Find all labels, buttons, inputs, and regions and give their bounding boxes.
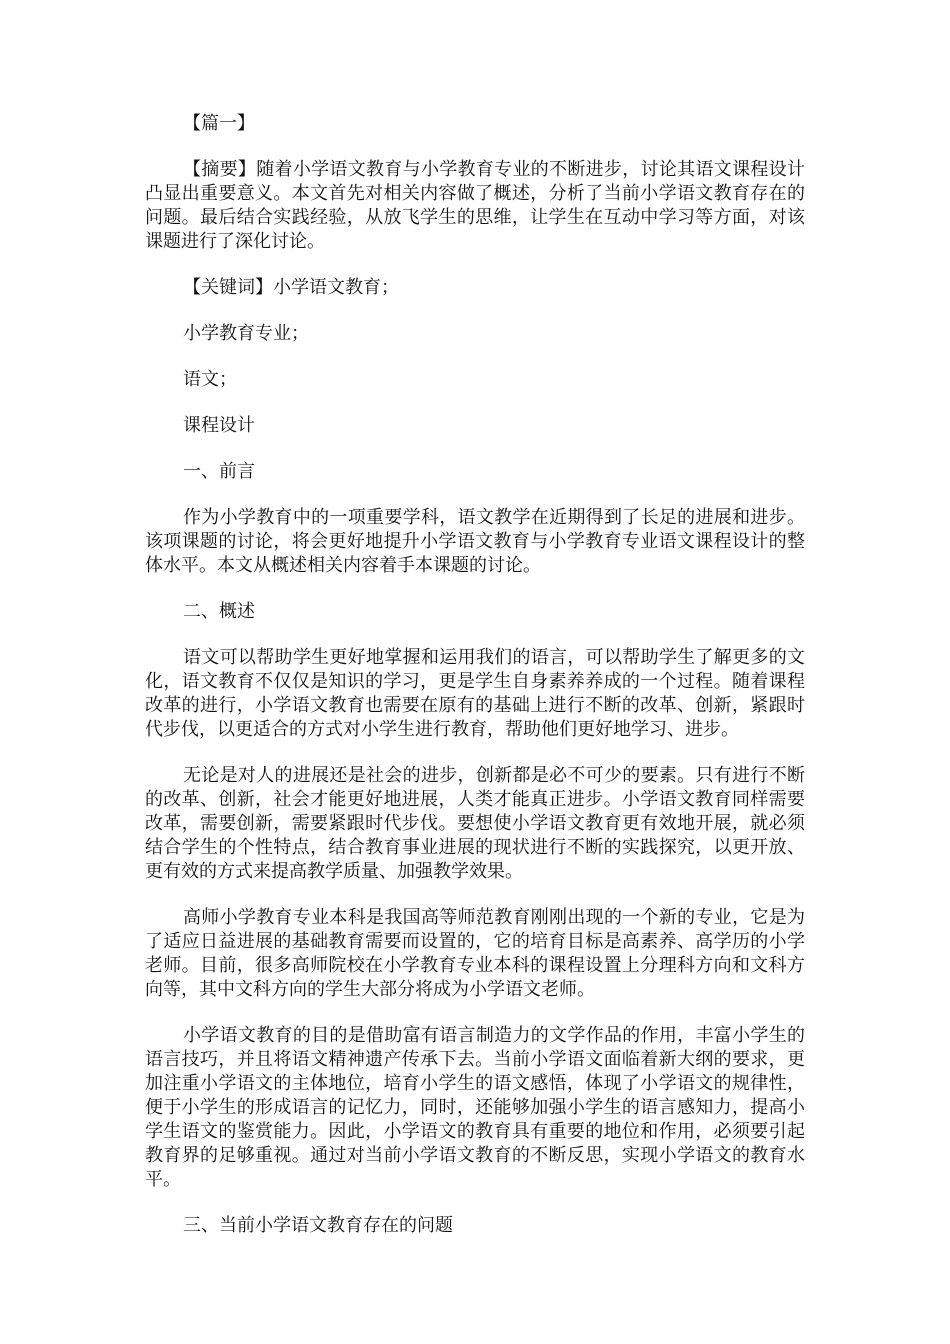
keyword-item: 语文；	[183, 369, 237, 390]
section-heading-3: 三、当前小学语文教育存在的问题	[183, 1215, 453, 1236]
body-paragraph: 无论是对人的进展还是社会的进步，创新都是必不可少的要素。只有进行不断的改革、创新，社会才能更好地进展，人类才能真正进步。小学语文教育同样需要改革，需要创新，需要紧跟时代步伐。要想使小学语文教育更有效地开展，就必须结合学生的个性特点，结合教育事业进展的现状进行不断的实践探究，以更开放、更有效的方式来提高教学质量、加强教学效果。	[145, 765, 805, 882]
body-paragraph: 小学语文教育的目的是借助富有语言制造力的文学作品的作用，丰富小学生的语言技巧，并且将语文精神遗产传承下去。当前小学语文面临着新大纲的要求，更加注重小学语文的主体地位，培育小学生的语文感悟，体现了小学语文的规律性，便于小学生的形成语言的记忆力，同时，还能够加强小学生的语言感知力，提高小学生语文的鉴赏能力。因此，小学语文的教育具有重要的地位和作用，必须要引起教育界的足够重视。通过对当前小学语文教育的不断反思，实现小学语文的教育水平。	[145, 1025, 805, 1190]
body-paragraph: 作为小学教育中的一项重要学科，语文教学在近期得到了长足的进展和进步。该项课题的讨论，将会更好地提升小学语文教育与小学教育专业语文课程设计的整体水平。本文从概述相关内容着手本课题的讨论。	[145, 507, 805, 576]
section-heading-1: 一、前言	[183, 461, 255, 482]
keyword-item: 小学教育专业；	[183, 323, 309, 344]
section-heading-pian-yi: 【篇一】	[183, 113, 255, 134]
document-page	[145, 112, 805, 1260]
body-paragraph: 高师小学教育专业本科是我国高等师范教育刚刚出现的一个新的专业，它是为了适应日益进展的基础教育需要而设置的，它的培育目标是高素养、高学历的小学老师。目前，很多高师院校在小学教育专业本科的课程设置上分理科方向和文科方向等，其中文科方向的学生大部分将成为小学语文老师。	[145, 907, 805, 1000]
section-heading-2: 二、概述	[183, 601, 255, 622]
keyword-item: 课程设计	[183, 415, 255, 436]
abstract-paragraph: 【摘要】随着小学语文教育与小学教育专业的不断进步，讨论其语文课程设计凸显出重要意义。本文首先对相关内容做了概述，分析了当前小学语文教育存在的问题。最后结合实践经验，从放飞学生的思维，让学生在互动中学习等方面，对该课题进行了深化讨论。	[145, 159, 805, 252]
keywords-line: 【关键词】小学语文教育；	[183, 277, 399, 298]
body-paragraph: 语文可以帮助学生更好地掌握和运用我们的语言，可以帮助学生了解更多的文化，语文教育不仅仅是知识的学习，更是学生自身素养养成的一个过程。随着课程改革的进行，小学语文教育也需要在原有的基础上进行不断的改革、创新，紧跟时代步伐，以更适合的方式对小学生进行教育，帮助他们更好地学习、进步。	[145, 647, 805, 740]
